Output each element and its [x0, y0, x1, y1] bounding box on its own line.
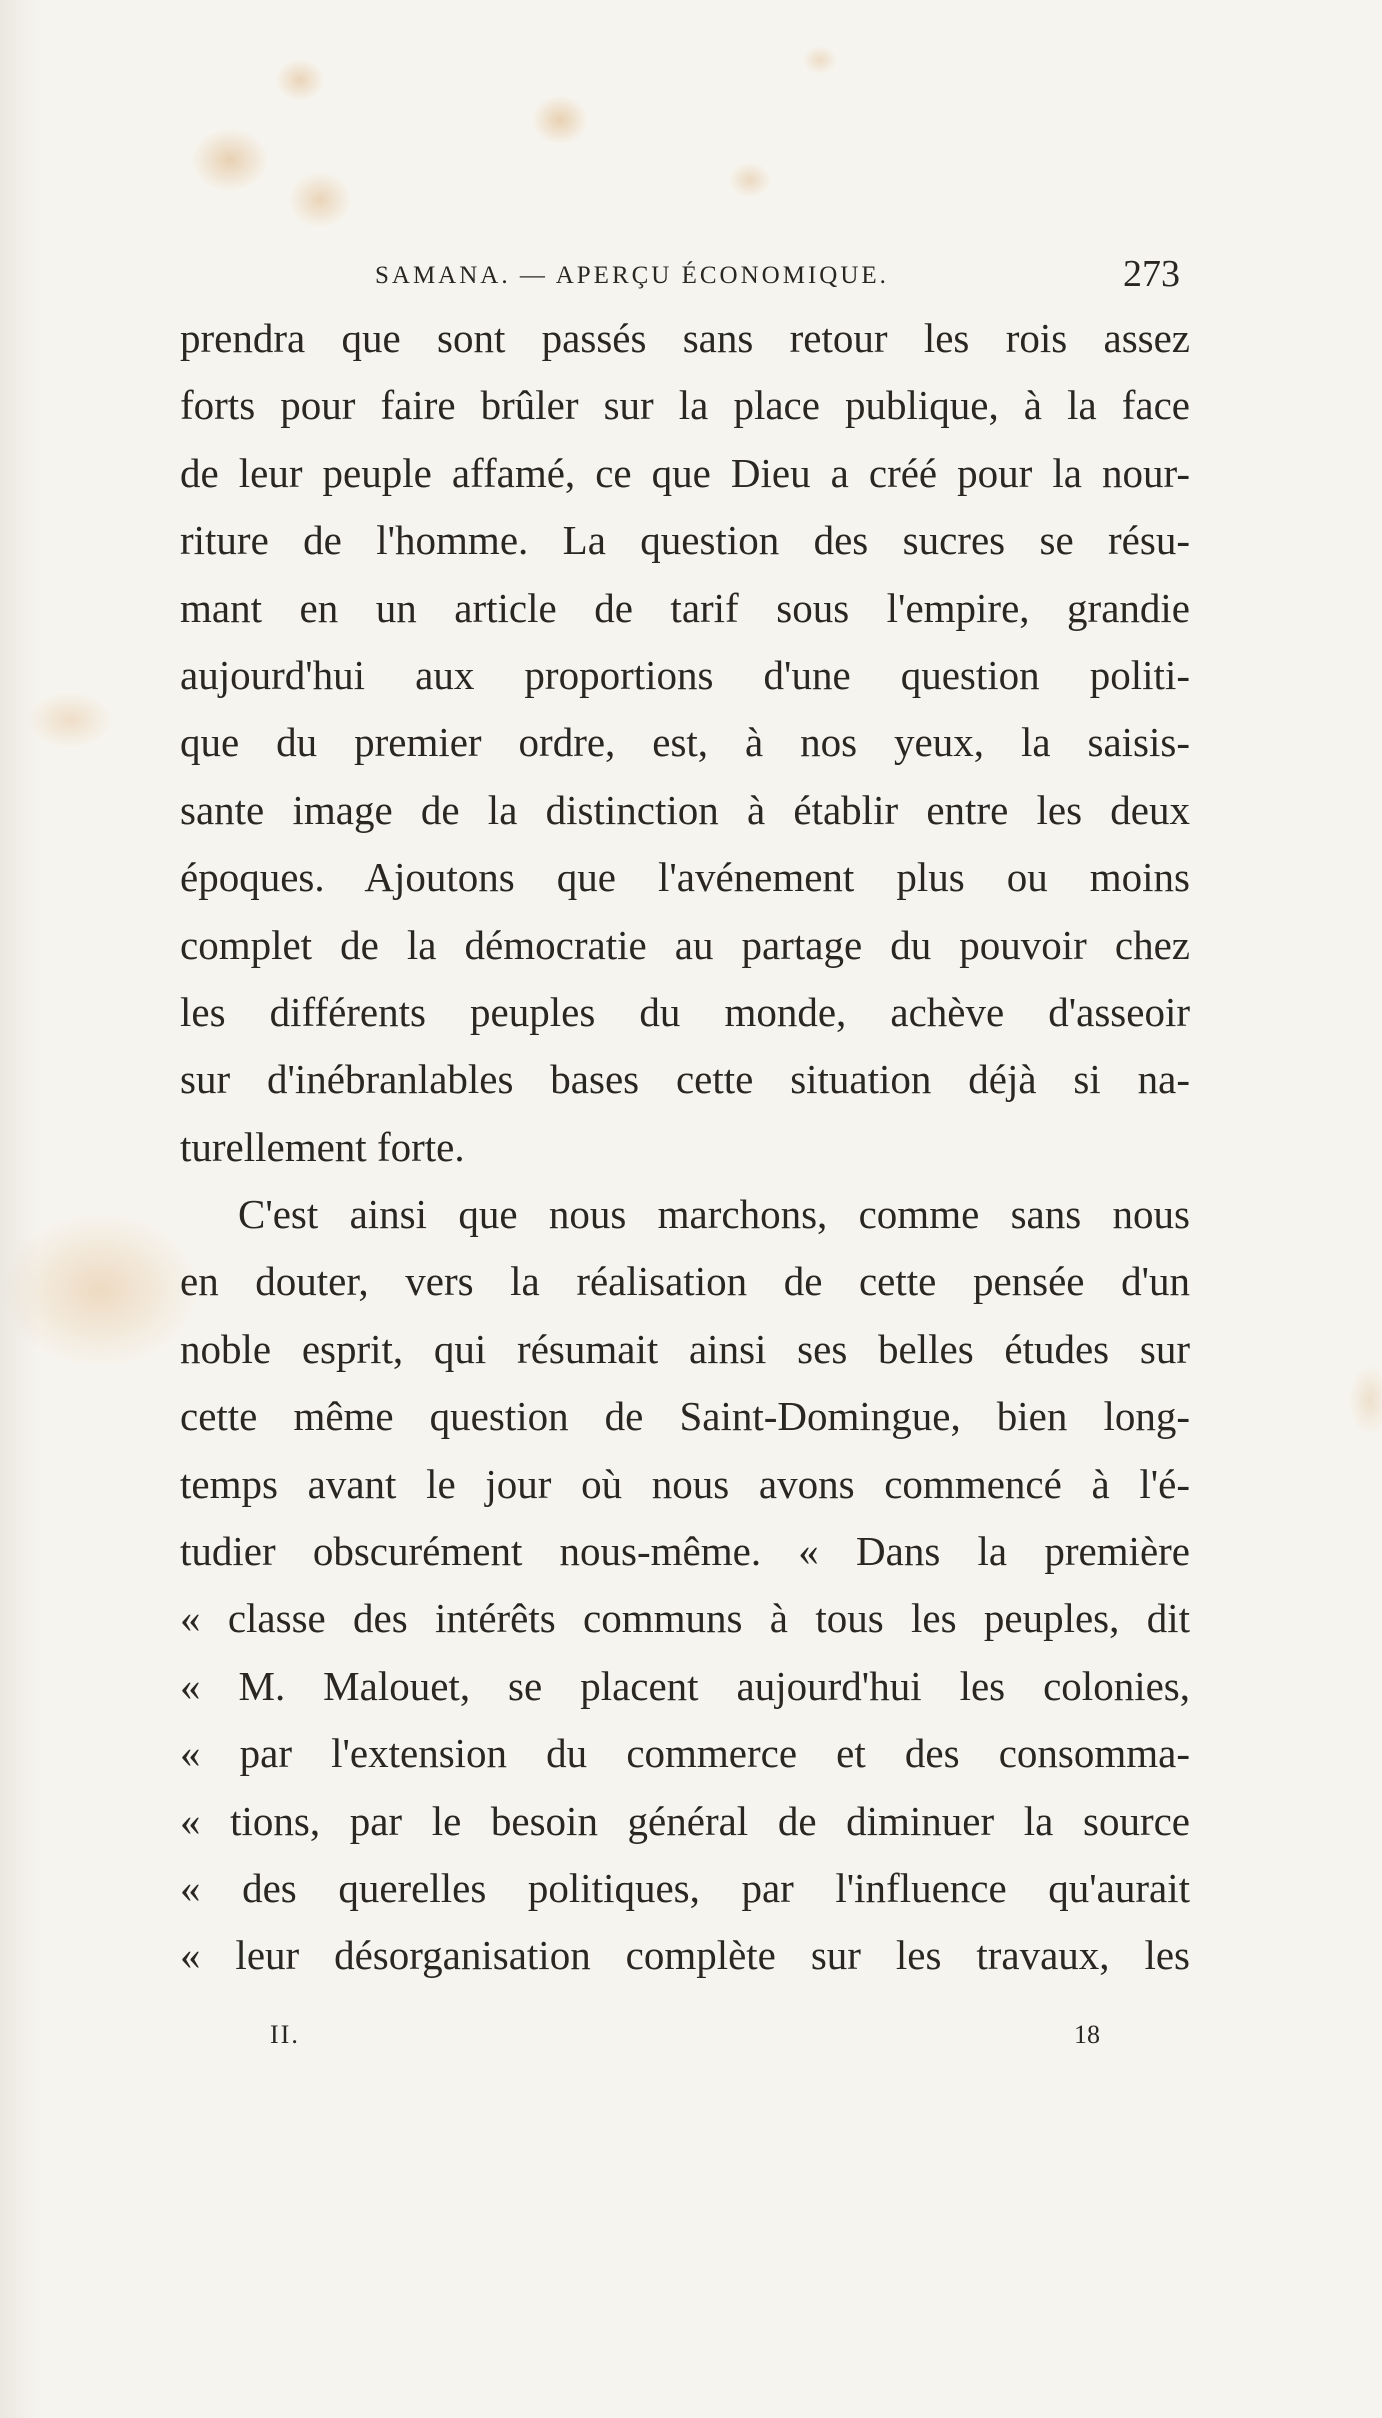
- text-line: tudier obscurément nous-même. « Dans la première: [180, 1528, 1190, 1575]
- text-line: noble esprit, qui résumait ainsi ses belles études sur: [180, 1325, 1190, 1372]
- text-line: « des querelles politiques, par l'influence qu'aurait: [180, 1864, 1190, 1911]
- text-line: cette même question de Saint-Domingue, bien long-: [180, 1393, 1190, 1440]
- paragraph-1: [180, 305, 1190, 1181]
- text-line: en douter, vers la réalisation de cette pensée d'un: [180, 1258, 1190, 1305]
- text-line: époques. Ajoutons que l'avénement plus ou moins: [180, 854, 1190, 901]
- signature-mark: II.: [270, 2020, 300, 2049]
- body-text: [180, 305, 1190, 1990]
- text-line: C'est ainsi que nous marchons, comme sans nous: [238, 1191, 1190, 1238]
- text-line: « M. Malouet, se placent aujourd'hui les colonies,: [180, 1662, 1190, 1709]
- text-line: complet de la démocratie au partage du pouvoir chez: [180, 921, 1190, 968]
- running-title: SAMANA. — APERÇU ÉCONOMIQUE.: [375, 262, 889, 289]
- text-line: prendra que sont passés sans retour les rois assez: [180, 315, 1190, 361]
- text-line: « par l'extension du commerce et des consomma-: [180, 1730, 1190, 1777]
- text-line: mant en un article de tarif sous l'empire, grandie: [180, 584, 1190, 631]
- text-line: les différents peuples du monde, achève d'asseoir: [180, 988, 1190, 1035]
- paragraph-2: [180, 1181, 1190, 1990]
- sheet-number: 18: [1074, 2020, 1100, 2049]
- text-line: forts pour faire brûler sur la place publique, à la face: [180, 382, 1190, 429]
- text-line: aujourd'hui aux proportions d'une question politi-: [180, 651, 1190, 698]
- page-number: 273: [1123, 253, 1180, 295]
- text-line: sante image de la distinction à établir entre les deux: [180, 786, 1190, 833]
- text-line: temps avant le jour où nous avons commencé à l'é-: [180, 1460, 1190, 1507]
- text-line: « tions, par le besoin général de diminuer la source: [180, 1797, 1190, 1844]
- text-line: que du premier ordre, est, à nos yeux, la saisis-: [180, 719, 1190, 766]
- page-footer: [270, 2020, 1100, 2060]
- text-line: de leur peuple affamé, ce que Dieu a créé pour la nour-: [180, 449, 1190, 496]
- text-line: « leur désorganisation complète sur les travaux, les: [180, 1932, 1190, 1979]
- text-line: sur d'inébranlables bases cette situation déjà si na-: [180, 1056, 1190, 1103]
- text-line: riture de l'homme. La question des sucres se résu-: [180, 517, 1190, 564]
- running-head: [375, 240, 1180, 296]
- text-line: « classe des intérêts communs à tous les peuples, dit: [180, 1595, 1190, 1642]
- text-line: turellement forte.: [180, 1123, 465, 1170]
